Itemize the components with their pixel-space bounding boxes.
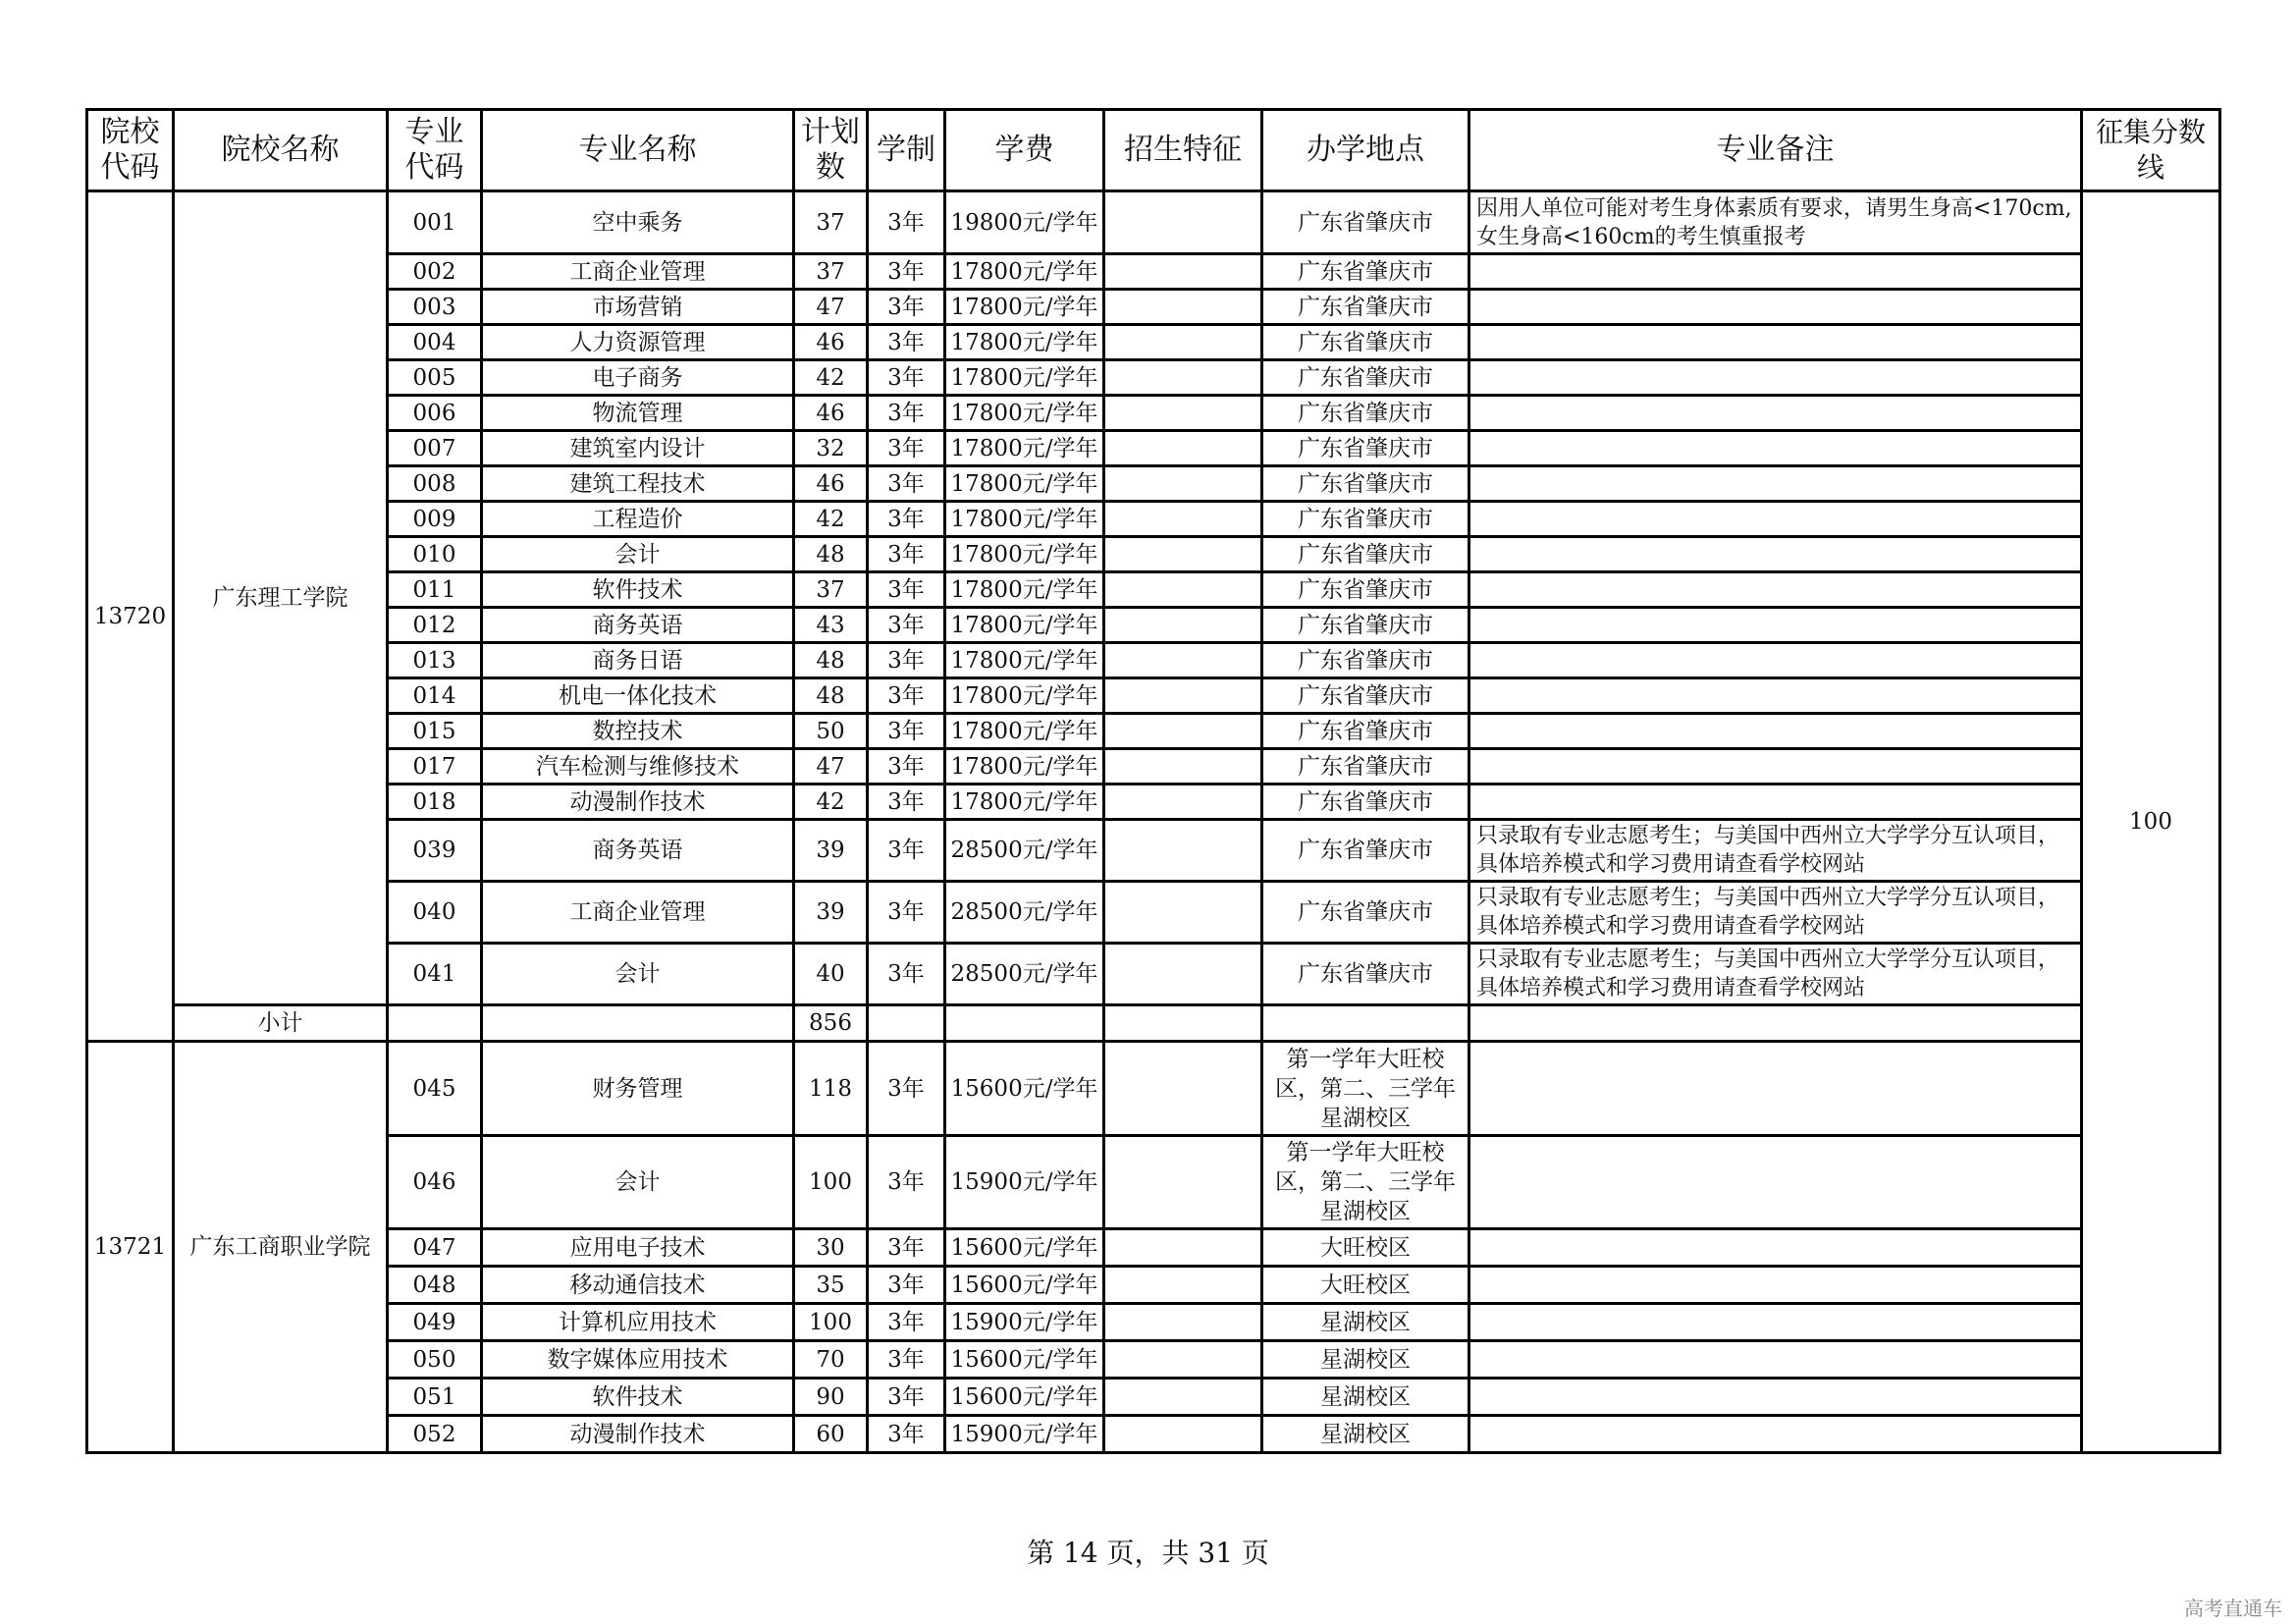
tuition-cell: 15600元/学年 xyxy=(945,1229,1104,1267)
major-name-cell: 数字媒体应用技术 xyxy=(482,1341,794,1379)
note-cell xyxy=(1469,608,2082,643)
duration-cell: 3年 xyxy=(868,882,945,944)
tuition-cell: 17800元/学年 xyxy=(945,749,1104,785)
subtotal-label: 小计 xyxy=(174,1005,388,1042)
subtotal-value: 856 xyxy=(794,1005,868,1042)
major-code-cell: 052 xyxy=(388,1416,482,1453)
major-name-cell: 软件技术 xyxy=(482,1379,794,1416)
note-cell xyxy=(1469,749,2082,785)
note-cell xyxy=(1469,785,2082,820)
major-code-cell: 014 xyxy=(388,678,482,714)
header-cutoff: 征集分数线 xyxy=(2082,110,2220,191)
tuition-cell: 17800元/学年 xyxy=(945,643,1104,678)
plan-cell: 32 xyxy=(794,431,868,466)
empty-cell xyxy=(1262,1005,1469,1042)
note-cell xyxy=(1469,1229,2082,1267)
table-row xyxy=(87,1416,2220,1453)
location-cell: 广东省肇庆市 xyxy=(1262,502,1469,537)
table-row xyxy=(87,325,2220,360)
major-name-cell: 电子商务 xyxy=(482,360,794,396)
plan-cell: 46 xyxy=(794,325,868,360)
duration-cell: 3年 xyxy=(868,396,945,431)
major-code-cell: 005 xyxy=(388,360,482,396)
tuition-cell: 15600元/学年 xyxy=(945,1042,1104,1136)
table-row xyxy=(87,1341,2220,1379)
plan-cell: 46 xyxy=(794,396,868,431)
plan-cell: 43 xyxy=(794,608,868,643)
location-cell: 广东省肇庆市 xyxy=(1262,360,1469,396)
tuition-cell: 15600元/学年 xyxy=(945,1267,1104,1304)
empty-cell xyxy=(868,1005,945,1042)
table-row xyxy=(87,749,2220,785)
major-code-cell: 013 xyxy=(388,643,482,678)
table-row xyxy=(87,466,2220,502)
duration-cell: 3年 xyxy=(868,466,945,502)
table-row xyxy=(87,714,2220,749)
duration-cell: 3年 xyxy=(868,714,945,749)
note-cell xyxy=(1469,1379,2082,1416)
empty-cell xyxy=(1104,1005,1262,1042)
note-cell xyxy=(1469,1416,2082,1453)
location-cell: 广东省肇庆市 xyxy=(1262,537,1469,572)
tuition-cell: 17800元/学年 xyxy=(945,537,1104,572)
school-name-cell: 广东理工学院 xyxy=(174,191,388,1005)
note-cell: 只录取有专业志愿考生；与美国中西州立大学学分互认项目，具体培养模式和学习费用请查看学校网站 xyxy=(1469,882,2082,944)
tuition-cell: 17800元/学年 xyxy=(945,254,1104,290)
major-code-cell: 046 xyxy=(388,1136,482,1229)
tuition-cell: 15900元/学年 xyxy=(945,1416,1104,1453)
major-code-cell: 045 xyxy=(388,1042,482,1136)
table-row xyxy=(87,785,2220,820)
duration-cell: 3年 xyxy=(868,785,945,820)
feature-cell xyxy=(1104,1341,1262,1379)
major-code-cell: 002 xyxy=(388,254,482,290)
major-name-cell: 应用电子技术 xyxy=(482,1229,794,1267)
location-cell: 广东省肇庆市 xyxy=(1262,749,1469,785)
table-row xyxy=(87,360,2220,396)
header-note: 专业备注 xyxy=(1469,110,2082,191)
plan-cell: 100 xyxy=(794,1136,868,1229)
duration-cell: 3年 xyxy=(868,1042,945,1136)
table-row xyxy=(87,643,2220,678)
plan-cell: 37 xyxy=(794,191,868,254)
major-code-cell: 004 xyxy=(388,325,482,360)
feature-cell xyxy=(1104,431,1262,466)
duration-cell: 3年 xyxy=(868,1341,945,1379)
plan-cell: 100 xyxy=(794,1304,868,1341)
plan-cell: 46 xyxy=(794,466,868,502)
plan-cell: 47 xyxy=(794,290,868,325)
tuition-cell: 15600元/学年 xyxy=(945,1341,1104,1379)
location-cell: 广东省肇庆市 xyxy=(1262,882,1469,944)
table-row xyxy=(87,1042,2220,1136)
note-cell xyxy=(1469,360,2082,396)
major-code-cell: 007 xyxy=(388,431,482,466)
location-cell: 广东省肇庆市 xyxy=(1262,714,1469,749)
duration-cell: 3年 xyxy=(868,325,945,360)
major-code-cell: 012 xyxy=(388,608,482,643)
major-name-cell: 移动通信技术 xyxy=(482,1267,794,1304)
header-plan: 计划数 xyxy=(794,110,868,191)
duration-cell: 3年 xyxy=(868,290,945,325)
major-code-cell: 011 xyxy=(388,572,482,608)
tuition-cell: 17800元/学年 xyxy=(945,714,1104,749)
feature-cell xyxy=(1104,1229,1262,1267)
major-name-cell: 计算机应用技术 xyxy=(482,1304,794,1341)
tuition-cell: 17800元/学年 xyxy=(945,360,1104,396)
note-cell xyxy=(1469,678,2082,714)
duration-cell: 3年 xyxy=(868,944,945,1005)
major-code-cell: 017 xyxy=(388,749,482,785)
duration-cell: 3年 xyxy=(868,572,945,608)
table-row xyxy=(87,1229,2220,1267)
major-name-cell: 建筑工程技术 xyxy=(482,466,794,502)
note-cell xyxy=(1469,1267,2082,1304)
note-cell xyxy=(1469,1136,2082,1229)
tuition-cell: 17800元/学年 xyxy=(945,431,1104,466)
major-code-cell: 049 xyxy=(388,1304,482,1341)
plan-cell: 30 xyxy=(794,1229,868,1267)
major-code-cell: 051 xyxy=(388,1379,482,1416)
header-feature: 招生特征 xyxy=(1104,110,1262,191)
major-name-cell: 物流管理 xyxy=(482,396,794,431)
tuition-cell: 28500元/学年 xyxy=(945,882,1104,944)
tuition-cell: 17800元/学年 xyxy=(945,785,1104,820)
header-school-name: 院校名称 xyxy=(174,110,388,191)
tuition-cell: 17800元/学年 xyxy=(945,502,1104,537)
tuition-cell: 17800元/学年 xyxy=(945,466,1104,502)
feature-cell xyxy=(1104,820,1262,882)
table-row xyxy=(87,1136,2220,1229)
location-cell: 星湖校区 xyxy=(1262,1416,1469,1453)
location-cell: 大旺校区 xyxy=(1262,1267,1469,1304)
duration-cell: 3年 xyxy=(868,678,945,714)
tuition-cell: 28500元/学年 xyxy=(945,820,1104,882)
feature-cell xyxy=(1104,608,1262,643)
header-major-code: 专业代码 xyxy=(388,110,482,191)
major-code-cell: 048 xyxy=(388,1267,482,1304)
feature-cell xyxy=(1104,502,1262,537)
location-cell: 广东省肇庆市 xyxy=(1262,678,1469,714)
feature-cell xyxy=(1104,944,1262,1005)
feature-cell xyxy=(1104,572,1262,608)
table-row xyxy=(87,502,2220,537)
plan-cell: 50 xyxy=(794,714,868,749)
major-name-cell: 会计 xyxy=(482,944,794,1005)
table-row xyxy=(87,572,2220,608)
location-cell: 广东省肇庆市 xyxy=(1262,325,1469,360)
feature-cell xyxy=(1104,678,1262,714)
plan-cell: 39 xyxy=(794,820,868,882)
plan-cell: 42 xyxy=(794,785,868,820)
table-row xyxy=(87,1379,2220,1416)
feature-cell xyxy=(1104,1304,1262,1341)
feature-cell xyxy=(1104,1379,1262,1416)
note-cell xyxy=(1469,714,2082,749)
tuition-cell: 17800元/学年 xyxy=(945,572,1104,608)
major-name-cell: 工程造价 xyxy=(482,502,794,537)
table-row xyxy=(87,290,2220,325)
duration-cell: 3年 xyxy=(868,1136,945,1229)
note-cell xyxy=(1469,325,2082,360)
location-cell: 广东省肇庆市 xyxy=(1262,608,1469,643)
major-code-cell: 047 xyxy=(388,1229,482,1267)
feature-cell xyxy=(1104,882,1262,944)
table-row xyxy=(87,820,2220,882)
tuition-cell: 15900元/学年 xyxy=(945,1304,1104,1341)
duration-cell: 3年 xyxy=(868,254,945,290)
location-cell: 广东省肇庆市 xyxy=(1262,290,1469,325)
duration-cell: 3年 xyxy=(868,1304,945,1341)
table-row xyxy=(87,431,2220,466)
feature-cell xyxy=(1104,360,1262,396)
header-location: 办学地点 xyxy=(1262,110,1469,191)
note-cell: 因用人单位可能对考生身体素质有要求，请男生身高<170cm,女生身高<160cm的考生慎重报考 xyxy=(1469,191,2082,254)
major-code-cell: 018 xyxy=(388,785,482,820)
feature-cell xyxy=(1104,290,1262,325)
tuition-cell: 15600元/学年 xyxy=(945,1379,1104,1416)
header-major-name: 专业名称 xyxy=(482,110,794,191)
tuition-cell: 17800元/学年 xyxy=(945,325,1104,360)
tuition-cell: 17800元/学年 xyxy=(945,290,1104,325)
major-code-cell: 006 xyxy=(388,396,482,431)
location-cell: 广东省肇庆市 xyxy=(1262,191,1469,254)
major-code-cell: 003 xyxy=(388,290,482,325)
plan-cell: 42 xyxy=(794,360,868,396)
table-row xyxy=(87,1267,2220,1304)
location-cell: 广东省肇庆市 xyxy=(1262,785,1469,820)
major-name-cell: 会计 xyxy=(482,537,794,572)
table-row xyxy=(87,944,2220,1005)
duration-cell: 3年 xyxy=(868,191,945,254)
header-tuition: 学费 xyxy=(945,110,1104,191)
note-cell xyxy=(1469,537,2082,572)
note-cell xyxy=(1469,1341,2082,1379)
feature-cell xyxy=(1104,714,1262,749)
feature-cell xyxy=(1104,785,1262,820)
major-name-cell: 人力资源管理 xyxy=(482,325,794,360)
major-name-cell: 动漫制作技术 xyxy=(482,1416,794,1453)
feature-cell xyxy=(1104,537,1262,572)
school-code-cell: 13720 xyxy=(87,191,174,1042)
watermark: 高考直通车 xyxy=(2184,1597,2282,1620)
note-cell xyxy=(1469,466,2082,502)
feature-cell xyxy=(1104,1042,1262,1136)
table-row xyxy=(87,882,2220,944)
location-cell: 广东省肇庆市 xyxy=(1262,431,1469,466)
header-school-code: 院校代码 xyxy=(87,110,174,191)
feature-cell xyxy=(1104,1267,1262,1304)
location-cell: 广东省肇庆市 xyxy=(1262,643,1469,678)
major-name-cell: 商务日语 xyxy=(482,643,794,678)
feature-cell xyxy=(1104,1416,1262,1453)
note-cell: 只录取有专业志愿考生；与美国中西州立大学学分互认项目，具体培养模式和学习费用请查看学校网站 xyxy=(1469,820,2082,882)
table-row xyxy=(87,396,2220,431)
note-cell xyxy=(1469,643,2082,678)
note-cell xyxy=(1469,254,2082,290)
plan-cell: 70 xyxy=(794,1341,868,1379)
header-row xyxy=(87,110,2220,191)
plan-cell: 48 xyxy=(794,537,868,572)
location-cell: 广东省肇庆市 xyxy=(1262,820,1469,882)
plan-cell: 35 xyxy=(794,1267,868,1304)
table-row xyxy=(87,537,2220,572)
major-name-cell: 建筑室内设计 xyxy=(482,431,794,466)
major-code-cell: 040 xyxy=(388,882,482,944)
location-cell: 第一学年大旺校区，第二、三学年星湖校区 xyxy=(1262,1042,1469,1136)
feature-cell xyxy=(1104,1136,1262,1229)
major-code-cell: 009 xyxy=(388,502,482,537)
note-cell xyxy=(1469,1304,2082,1341)
plan-cell: 39 xyxy=(794,882,868,944)
empty-cell xyxy=(482,1005,794,1042)
note-cell xyxy=(1469,431,2082,466)
major-name-cell: 软件技术 xyxy=(482,572,794,608)
plan-cell: 37 xyxy=(794,254,868,290)
duration-cell: 3年 xyxy=(868,643,945,678)
location-cell: 广东省肇庆市 xyxy=(1262,944,1469,1005)
major-name-cell: 会计 xyxy=(482,1136,794,1229)
duration-cell: 3年 xyxy=(868,431,945,466)
location-cell: 广东省肇庆市 xyxy=(1262,466,1469,502)
note-cell xyxy=(1469,572,2082,608)
plan-cell: 42 xyxy=(794,502,868,537)
plan-cell: 60 xyxy=(794,1416,868,1453)
major-name-cell: 数控技术 xyxy=(482,714,794,749)
location-cell: 星湖校区 xyxy=(1262,1341,1469,1379)
major-code-cell: 050 xyxy=(388,1341,482,1379)
major-name-cell: 空中乘务 xyxy=(482,191,794,254)
major-name-cell: 财务管理 xyxy=(482,1042,794,1136)
duration-cell: 3年 xyxy=(868,502,945,537)
location-cell: 广东省肇庆市 xyxy=(1262,254,1469,290)
plan-cell: 37 xyxy=(794,572,868,608)
empty-cell xyxy=(388,1005,482,1042)
table-row xyxy=(87,1304,2220,1341)
duration-cell: 3年 xyxy=(868,1229,945,1267)
major-code-cell: 008 xyxy=(388,466,482,502)
tuition-cell: 15900元/学年 xyxy=(945,1136,1104,1229)
major-code-cell: 039 xyxy=(388,820,482,882)
note-cell xyxy=(1469,396,2082,431)
major-code-cell: 041 xyxy=(388,944,482,1005)
note-cell: 只录取有专业志愿考生；与美国中西州立大学学分互认项目，具体培养模式和学习费用请查看学校网站 xyxy=(1469,944,2082,1005)
tuition-cell: 28500元/学年 xyxy=(945,944,1104,1005)
note-cell xyxy=(1469,1042,2082,1136)
note-cell xyxy=(1469,290,2082,325)
duration-cell: 3年 xyxy=(868,820,945,882)
major-name-cell: 工商企业管理 xyxy=(482,882,794,944)
major-name-cell: 动漫制作技术 xyxy=(482,785,794,820)
location-cell: 星湖校区 xyxy=(1262,1304,1469,1341)
subtotal-row xyxy=(87,1005,2220,1042)
duration-cell: 3年 xyxy=(868,360,945,396)
location-cell: 第一学年大旺校区，第二、三学年星湖校区 xyxy=(1262,1136,1469,1229)
feature-cell xyxy=(1104,643,1262,678)
empty-cell xyxy=(1469,1005,2082,1042)
major-name-cell: 商务英语 xyxy=(482,820,794,882)
feature-cell xyxy=(1104,396,1262,431)
plan-cell: 47 xyxy=(794,749,868,785)
tuition-cell: 17800元/学年 xyxy=(945,678,1104,714)
plan-cell: 118 xyxy=(794,1042,868,1136)
cutoff-score-cell: 100 xyxy=(2082,191,2220,1453)
table-row xyxy=(87,608,2220,643)
plan-cell: 48 xyxy=(794,643,868,678)
tuition-cell: 19800元/学年 xyxy=(945,191,1104,254)
major-name-cell: 机电一体化技术 xyxy=(482,678,794,714)
major-code-cell: 015 xyxy=(388,714,482,749)
location-cell: 星湖校区 xyxy=(1262,1379,1469,1416)
plan-cell: 48 xyxy=(794,678,868,714)
note-cell xyxy=(1469,502,2082,537)
plan-cell: 40 xyxy=(794,944,868,1005)
feature-cell xyxy=(1104,325,1262,360)
feature-cell xyxy=(1104,191,1262,254)
empty-cell xyxy=(945,1005,1104,1042)
table-row xyxy=(87,254,2220,290)
feature-cell xyxy=(1104,749,1262,785)
major-code-cell: 001 xyxy=(388,191,482,254)
major-name-cell: 汽车检测与维修技术 xyxy=(482,749,794,785)
feature-cell xyxy=(1104,466,1262,502)
major-code-cell: 010 xyxy=(388,537,482,572)
plan-cell: 90 xyxy=(794,1379,868,1416)
page-number: 第 14 页，共 31 页 xyxy=(1027,1537,1269,1569)
duration-cell: 3年 xyxy=(868,749,945,785)
duration-cell: 3年 xyxy=(868,1267,945,1304)
tuition-cell: 17800元/学年 xyxy=(945,608,1104,643)
major-name-cell: 市场营销 xyxy=(482,290,794,325)
duration-cell: 3年 xyxy=(868,537,945,572)
duration-cell: 3年 xyxy=(868,608,945,643)
feature-cell xyxy=(1104,254,1262,290)
header-duration: 学制 xyxy=(868,110,945,191)
duration-cell: 3年 xyxy=(868,1416,945,1453)
duration-cell: 3年 xyxy=(868,1379,945,1416)
location-cell: 大旺校区 xyxy=(1262,1229,1469,1267)
school-code-cell: 13721 xyxy=(87,1042,174,1453)
admission-plan-table xyxy=(85,108,2221,1454)
location-cell: 广东省肇庆市 xyxy=(1262,396,1469,431)
table-row xyxy=(87,191,2220,254)
location-cell: 广东省肇庆市 xyxy=(1262,572,1469,608)
major-name-cell: 工商企业管理 xyxy=(482,254,794,290)
table-row xyxy=(87,678,2220,714)
major-name-cell: 商务英语 xyxy=(482,608,794,643)
school-name-cell: 广东工商职业学院 xyxy=(174,1042,388,1453)
tuition-cell: 17800元/学年 xyxy=(945,396,1104,431)
